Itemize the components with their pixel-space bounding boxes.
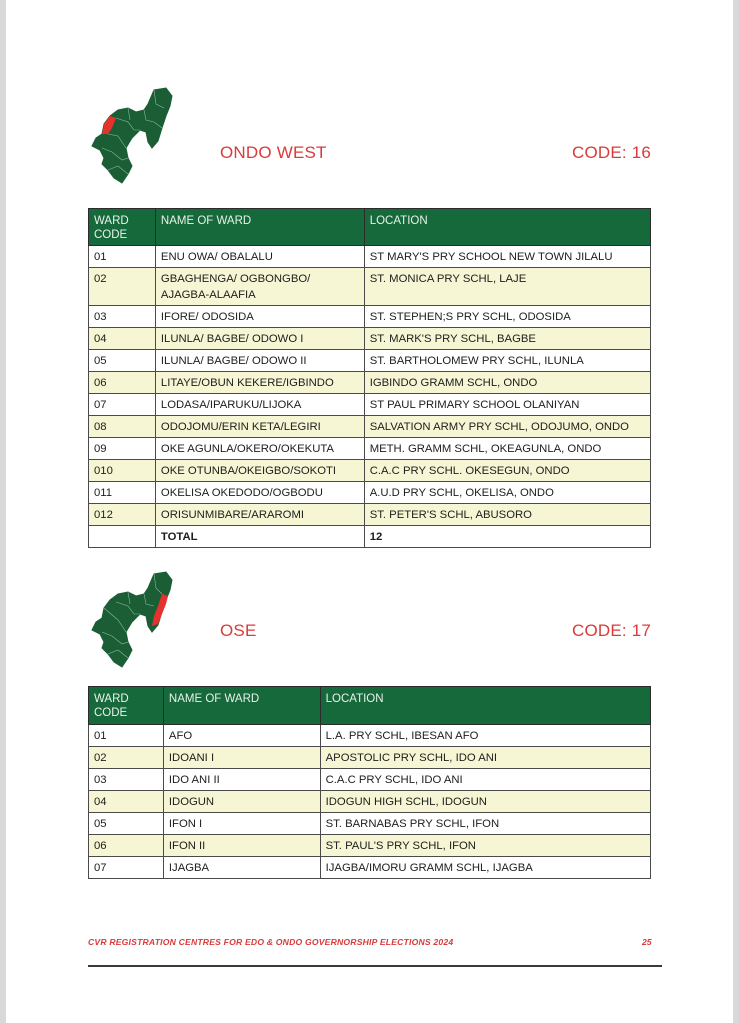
ward-location: APOSTOLIC PRY SCHL, IDO ANI [320, 747, 650, 769]
ward-name: ORISUNMIBARE/ARAROMI [155, 504, 364, 526]
ward-location: METH. GRAMM SCHL, OKEAGUNLA, ONDO [364, 438, 650, 460]
total-empty-cell [89, 526, 156, 548]
ward-location: ST. MONICA PRY SCHL, LAJE [364, 268, 650, 306]
table-row [89, 725, 651, 747]
ward-name: AFO [163, 725, 320, 747]
ward-code: 07 [89, 394, 156, 416]
ward-name: OKE AGUNLA/OKERO/OKEKUTA [155, 438, 364, 460]
ward-location: ST. BARNABAS PRY SCHL, IFON [320, 813, 650, 835]
ward-code: 011 [89, 482, 156, 504]
district-name: ONDO WEST [220, 143, 327, 162]
ward-location: L.A. PRY SCHL, IBESAN AFO [320, 725, 650, 747]
ward-name: IFON I [163, 813, 320, 835]
ondo-state-map-icon [88, 570, 178, 670]
ward-code: 08 [89, 416, 156, 438]
column-header-name-of-ward: NAME OF WARD [155, 209, 364, 246]
ward-code: 01 [89, 246, 156, 268]
district-code: CODE: 16 [572, 143, 652, 162]
column-header-location: LOCATION [320, 687, 650, 725]
ward-location: ST. BARTHOLOMEW PRY SCHL, ILUNLA [364, 350, 650, 372]
table-row [89, 813, 651, 835]
table-row [89, 416, 651, 438]
total-value: 12 [364, 526, 650, 548]
ward-code: 04 [89, 328, 156, 350]
footer-divider [88, 965, 662, 967]
ward-location: SALVATION ARMY PRY SCHL, ODOJUMO, ONDO [364, 416, 650, 438]
ward-location: ST. STEPHEN;S PRY SCHL, ODOSIDA [364, 306, 650, 328]
document-page [6, 0, 733, 1023]
ward-location: IDOGUN HIGH SCHL, IDOGUN [320, 791, 650, 813]
ward-code: 05 [89, 350, 156, 372]
ward-code: 09 [89, 438, 156, 460]
column-header-ward-code: WARD CODE [89, 687, 164, 725]
ward-code: 02 [89, 268, 156, 306]
ward-location: C.A.C PRY SCHL. OKESEGUN, ONDO [364, 460, 650, 482]
ward-name: OKELISA OKEDODO/OGBODU [155, 482, 364, 504]
ward-code: 03 [89, 769, 164, 791]
ward-location: ST PAUL PRIMARY SCHOOL OLANIYAN [364, 394, 650, 416]
ward-name: IFORE/ ODOSIDA [155, 306, 364, 328]
ward-location: A.U.D PRY SCHL, OKELISA, ONDO [364, 482, 650, 504]
ward-name: IFON II [163, 835, 320, 857]
ward-code: 012 [89, 504, 156, 526]
ward-location: IJAGBA/IMORU GRAMM SCHL, IJAGBA [320, 857, 650, 879]
table-row [89, 791, 651, 813]
table-row [89, 747, 651, 769]
ward-name: OKE OTUNBA/OKEIGBO/SOKOTI [155, 460, 364, 482]
table-row [89, 394, 651, 416]
ward-name: LODASA/IPARUKU/LIJOKA [155, 394, 364, 416]
ward-code: 05 [89, 813, 164, 835]
table-row [89, 246, 651, 268]
ward-name: GBAGHENGA/ OGBONGBO/ AJAGBA-ALAAFIA [155, 268, 364, 306]
ward-name: ODOJOMU/ERIN KETA/LEGIRI [155, 416, 364, 438]
ward-name: ILUNLA/ BAGBE/ ODOWO I [155, 328, 364, 350]
table-row [89, 460, 651, 482]
total-row [89, 526, 651, 548]
ward-name: IDOGUN [163, 791, 320, 813]
table-row [89, 857, 651, 879]
ward-location: ST MARY'S PRY SCHOOL NEW TOWN JILALU [364, 246, 650, 268]
ward-name: ENU OWA/ OBALALU [155, 246, 364, 268]
table-row [89, 350, 651, 372]
column-header-ward-code: WARD CODE [89, 209, 156, 246]
table-row [89, 268, 651, 306]
district-name: OSE [220, 621, 257, 640]
ward-code: 010 [89, 460, 156, 482]
footer-title: CVR REGISTRATION CENTRES FOR EDO & ONDO GOVERNORSHIP ELECTIONS 2024 [88, 937, 454, 947]
ward-code: 01 [89, 725, 164, 747]
table-row [89, 504, 651, 526]
ward-location: ST. PETER'S SCHL, ABUSORO [364, 504, 650, 526]
ward-code: 06 [89, 835, 164, 857]
ward-table-ose [88, 686, 651, 879]
table-row [89, 306, 651, 328]
ward-location: ST. MARK'S PRY SCHL, BAGBE [364, 328, 650, 350]
district-code: CODE: 17 [572, 621, 652, 640]
ondo-state-map-icon [88, 86, 178, 186]
page-number: 25 [642, 937, 652, 947]
ward-code: 06 [89, 372, 156, 394]
ward-name: IDOANI I [163, 747, 320, 769]
table-row [89, 328, 651, 350]
table-row [89, 438, 651, 460]
table-row [89, 769, 651, 791]
column-header-name-of-ward: NAME OF WARD [163, 687, 320, 725]
column-header-location: LOCATION [364, 209, 650, 246]
ward-table-ondo-west [88, 208, 651, 548]
ward-name: LITAYE/OBUN KEKERE/IGBINDO [155, 372, 364, 394]
ward-code: 04 [89, 791, 164, 813]
ward-name: IDO ANI II [163, 769, 320, 791]
table-row [89, 372, 651, 394]
ward-code: 03 [89, 306, 156, 328]
ward-name: ILUNLA/ BAGBE/ ODOWO II [155, 350, 364, 372]
ward-name: IJAGBA [163, 857, 320, 879]
table-row [89, 482, 651, 504]
ward-location: C.A.C PRY SCHL, IDO ANI [320, 769, 650, 791]
ward-location: ST. PAUL'S PRY SCHL, IFON [320, 835, 650, 857]
table-row [89, 835, 651, 857]
total-label: TOTAL [155, 526, 364, 548]
ward-location: IGBINDO GRAMM SCHL, ONDO [364, 372, 650, 394]
ward-code: 07 [89, 857, 164, 879]
ward-code: 02 [89, 747, 164, 769]
